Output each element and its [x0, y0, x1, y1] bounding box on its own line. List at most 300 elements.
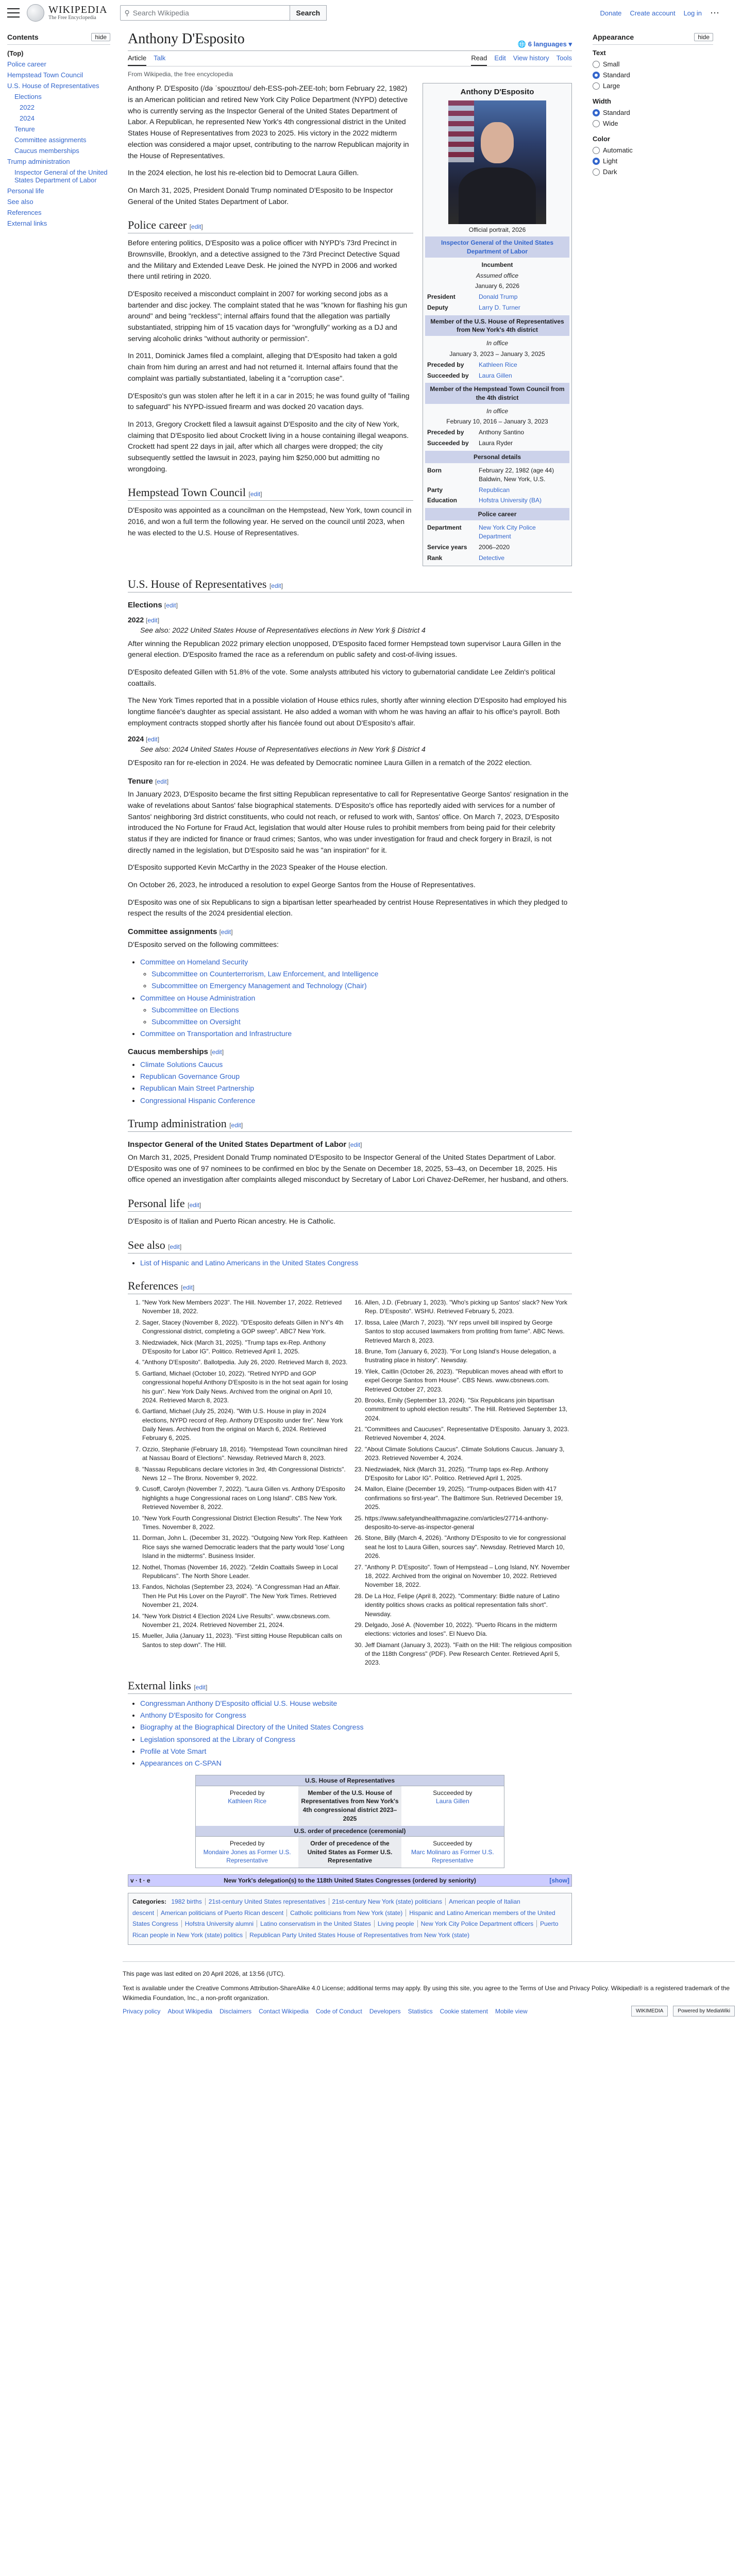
- footer-link[interactable]: Privacy policy: [123, 2008, 161, 2015]
- category-link[interactable]: 21st-century United States representatives: [205, 1898, 329, 1905]
- office-title-link[interactable]: Inspector General of the United States Department of Labor: [441, 239, 554, 255]
- succeeded-by-label: Succeeded by: [433, 1789, 473, 1797]
- reference-item: [142, 1318, 349, 1336]
- toc-item[interactable]: 2022: [20, 104, 35, 111]
- reference-item: [365, 1465, 572, 1483]
- radio-circle-icon: [593, 72, 600, 79]
- succeeded-by-label: Succeeded by: [427, 371, 469, 379]
- election-paragraph: D'Esposito defeated Gillen with 51.8% of the vote. Some analysts attributed his victory to gubernatorial candidate Lee Zeldin's political coattails.: [128, 668, 555, 687]
- see-also-link[interactable]: List of Hispanic and Latino Americans in the United States Congress: [140, 1258, 359, 1267]
- police-paragraph: Before entering politics, D'Esposito was a police officer with NYPD's 73rd Precinct in Brownsville, Brooklyn, and a detective assigned to the 73rd Precinct Detective Squad and the Military and Extended Leave Desk. He joined the NYPD in 2006 and worked there until retiring in 2020.: [128, 239, 400, 281]
- council-paragraph: D'Esposito was appointed as a councilman on the Hempstead, New York, town council in 2016, and won a full term the following year. He served on the council until 2023, when he was elected to the U.S. House of Representatives.: [128, 506, 412, 537]
- reference-item: [365, 1485, 572, 1512]
- appearance-radio[interactable]: [593, 156, 713, 166]
- category-link[interactable]: Catholic politicians from New York (state): [286, 1909, 406, 1917]
- reference-item: [365, 1621, 572, 1639]
- reference-citation[interactable]: https://www.safetyandhealthmagazine.com/articles/27714-anthony-desposito-to-serve-as-inspector-general: [365, 1514, 549, 1531]
- reference-citation[interactable]: Cusoff, Carolyn (November 7, 2022). "Laura Gillen vs. Anthony D'Esposito highlights a huge Congressional races on Long Island". CBS New York. Retrieved November 8, 2022.: [142, 1485, 345, 1511]
- category-link[interactable]: American politicians of Puerto Rican descent: [157, 1909, 286, 1917]
- page-title: Anthony D'Esposito: [128, 31, 245, 47]
- reference-item: [142, 1485, 349, 1512]
- edit-link[interactable]: edit: [147, 736, 158, 743]
- caucus-link[interactable]: Republican Main Street Partnership: [140, 1084, 255, 1093]
- appearance-radio[interactable]: [593, 145, 713, 156]
- education-label: Education: [427, 497, 458, 504]
- in-office-label: In office: [486, 340, 509, 347]
- section-heading: Police career [edit]: [128, 218, 413, 233]
- deputy-label: Deputy: [427, 303, 448, 311]
- preceded-by-label: Preceded by: [229, 1789, 265, 1797]
- succeeded-link[interactable]: Laura Gillen: [435, 1798, 469, 1805]
- reference-item: [142, 1338, 349, 1357]
- appearance-radio[interactable]: [593, 166, 713, 177]
- reference-item: [142, 1407, 349, 1443]
- external-link[interactable]: Appearances on C-SPAN: [140, 1759, 222, 1768]
- footer-link[interactable]: Disclaimers: [220, 2008, 252, 2015]
- office-status: Incumbent: [481, 261, 513, 268]
- succeeded-link[interactable]: Marc Molinaro as Former U.S. Representative: [411, 1848, 494, 1865]
- appearance-radio[interactable]: [593, 70, 713, 80]
- subsubsection-heading: 2022 [edit]: [128, 615, 160, 624]
- house-office: Member of the U.S. House of Representatives from New York's 4th district: [425, 315, 569, 336]
- section-heading: Trump administration [edit]: [128, 1117, 572, 1132]
- toc-item[interactable]: Inspector General of the United States Department of Labor: [14, 168, 108, 184]
- radio-circle-icon: [593, 109, 600, 116]
- council-heading: Hempstead Town Council: [128, 486, 246, 499]
- radio-circle-icon: [593, 147, 600, 154]
- reference-item: [365, 1534, 572, 1561]
- subcommittee-link[interactable]: Subcommittee on Oversight: [151, 1018, 241, 1026]
- reference-citation[interactable]: Yilek, Caitlin (October 26, 2023). "Republican moves ahead with effort to expel George Santos from House". CBS News. www.cbsnews.com. Retrieved October 27, 2023.: [365, 1367, 563, 1393]
- reference-item: [365, 1298, 572, 1316]
- appearance-radio[interactable]: [593, 59, 713, 70]
- reference-citation[interactable]: Delgado, José A. (November 10, 2022). "Puerto Ricans in the midterm elections: victories and loses". El Nuevo Día.: [365, 1621, 558, 1638]
- radio-circle-icon: [593, 61, 600, 68]
- footer-link[interactable]: Developers: [369, 2008, 401, 2015]
- category-link[interactable]: Hispanic and Latino American members of the United States Congress: [132, 1909, 555, 1928]
- reference-citation[interactable]: Dorman, John L. (December 31, 2022). "Outgoing New York Rep. Kathleen Rice says she warned Democratic leaders that the party would 'lose' Long Island in the midterms". Business Insider.: [142, 1534, 348, 1560]
- reference-citation[interactable]: "Committees and Caucuses". Representative D'Esposito. January 3, 2023. Retrieved November 4, 2024.: [365, 1426, 569, 1442]
- radio-label: Dark: [603, 168, 617, 176]
- radio-label: Light: [603, 157, 618, 165]
- toc-item[interactable]: Tenure: [14, 125, 35, 133]
- reference-citation[interactable]: Fandos, Nicholas (September 23, 2024). "A Congressman Had an Affair. Then He Put His Lover on the Payroll". The New York Times. Retrieved November 21, 2024.: [142, 1583, 341, 1609]
- president-link[interactable]: Donald Trump: [479, 293, 518, 301]
- footer-link[interactable]: About Wikipedia: [167, 2008, 213, 2015]
- reference-citation[interactable]: Brune, Tom (January 6, 2023). "For Long Island's House delegation, a frustrating place in history". Newsday.: [365, 1347, 556, 1364]
- see-also-hatnote[interactable]: See also: 2024 United States House of Representatives elections in New York § District 4: [140, 745, 426, 754]
- service-years: 2006–2020: [479, 544, 510, 551]
- radio-label: Standard: [603, 109, 630, 116]
- reference-citation[interactable]: Brooks, Emily (September 13, 2024). "Six Republicans join bipartisan commitment to uphold election results". The Hill. Retrieved September 13, 2024.: [365, 1396, 567, 1422]
- caucus-heading: Caucus memberships: [128, 1047, 208, 1056]
- language-count: 6 languages: [528, 40, 567, 48]
- footer-link[interactable]: Mobile view: [495, 2008, 528, 2015]
- toc-item[interactable]: Committee assignments: [14, 136, 87, 144]
- tenure-heading: Tenure: [128, 777, 153, 786]
- mediawiki-badge[interactable]: Powered by MediaWiki: [673, 2006, 735, 2016]
- toc-item[interactable]: References: [7, 209, 42, 216]
- tenure-paragraph: D'Esposito was one of six Republicans to sign a bipartisan letter spearheaded by centrist House Representatives in which they pledged to respect the results of the 2024 presidential election.: [128, 897, 568, 918]
- create-account-link[interactable]: Create account: [630, 9, 676, 17]
- police-paragraph: In 2013, Gregory Crockett filed a lawsuit against D'Esposito and the city of New York, claiming that D'Esposito lied about Crockett living in a house containing illegal weapons. Crockett had spent 22 days in jail, after which all charges were dropped; the city subsequently settled the lawsuit in 2023, paying him $250,000 but admitting no wrongdoing.: [128, 419, 409, 473]
- toc-item[interactable]: 2024: [20, 114, 35, 122]
- radio-label: Standard: [603, 71, 630, 79]
- text-size-label: Text: [593, 49, 606, 57]
- edit-link[interactable]: edit: [170, 1243, 180, 1250]
- reference-item: [142, 1583, 349, 1609]
- edit-link[interactable]: edit: [147, 616, 158, 624]
- reference-item: [142, 1612, 349, 1630]
- tab-talk[interactable]: Talk: [154, 54, 166, 62]
- appearance-hide-button[interactable]: hide: [694, 33, 713, 41]
- election-paragraph: The New York Times reported that in a possible violation of House ethics rules, shortly after winning election D'Esposito had employed his longtime fiancée's daughter as special assistant. He also added a woman with whom he was having an affair to his office's payroll. Both employment contracts stopped shortly after his fiancée found out about D'Esposito's affair.: [128, 696, 567, 727]
- subsection-heading: Inspector General of the United States Department of Labor [edit]: [128, 1140, 362, 1149]
- service-years-label: Service years: [427, 544, 467, 551]
- edit-link[interactable]: edit: [189, 1201, 199, 1209]
- intro-paragraph: In the 2024 election, he lost his re-election bid to Democrat Laura Gillen.: [128, 168, 359, 177]
- navbox-show-label: show: [551, 1877, 567, 1885]
- language-button[interactable]: 🌐 6 languages ▾: [517, 40, 572, 48]
- intro-paragraph: Anthony P. D'Esposito (/də ˈspoʊzɪtoʊ/ deh-ESS-poh-ZEE-toh; born February 22, 1982) is an American politician and retired New York City Police Department (NYPD) detective who is currently serving as the Inspector General of the United States Department of Labor. A Republican, he represented New York's 4th congressional district in the United States House of Representatives from 2023 to 2025. His victory in the 2022 midterm election was considered a major upset, contributing to the narrow Republican majority in the House of Representatives.: [128, 84, 409, 160]
- police-paragraph: D'Esposito received a misconduct complaint in 2007 for working second jobs as a bartender and disc jockey. The complaint stated that he was "known for flashing his gun around" and being "reckless"; internal affairs found that the allegation was partially substantiated, stripping him of 15 vacation days for "wrongfully" working as a DJ and serving alcoholic drinks "without authority or permission".: [128, 290, 408, 343]
- reference-citation[interactable]: "Anthony P. D'Esposito". Town of Hempstead – Long Island, NY. November 18, 2022. Archived from the original on November 10, 2022. Retrieved November 18, 2022.: [365, 1563, 570, 1589]
- tab-tools[interactable]: Tools: [556, 54, 572, 62]
- radio-label: Wide: [603, 120, 618, 127]
- toc-item[interactable]: See also: [7, 198, 33, 206]
- external-link[interactable]: Profile at Vote Smart: [140, 1747, 207, 1756]
- y2024-heading: 2024: [128, 735, 144, 743]
- caucus-link[interactable]: Climate Solutions Caucus: [140, 1060, 223, 1069]
- site-header: [0, 0, 742, 26]
- reference-item: [365, 1592, 572, 1619]
- committee-heading: Committee assignments: [128, 927, 217, 936]
- party-label: Party: [427, 486, 443, 494]
- house-succeeded-link[interactable]: Laura Gillen: [479, 371, 512, 379]
- log-in-link[interactable]: Log in: [683, 9, 702, 17]
- portrait-caption: Official portrait, 2026: [468, 226, 526, 234]
- reference-item: [365, 1367, 572, 1394]
- appearance-title: Appearance: [593, 33, 634, 41]
- see-also-list: [128, 1258, 572, 1268]
- toc-item[interactable]: Caucus memberships: [14, 147, 79, 155]
- navbox-show-button[interactable]: [show]: [549, 1877, 569, 1885]
- ig-heading: Inspector General of the United States Department of Labor: [128, 1140, 347, 1149]
- council-office: Member of the Hempstead Town Council from the 4th district: [425, 383, 569, 403]
- see-also-hatnote[interactable]: See also: 2022 United States House of Representatives elections in New York § District 4: [140, 625, 426, 634]
- personal-paragraph: D'Esposito is of Italian and Puerto Rican ancestry. He is Catholic.: [128, 1217, 336, 1226]
- radio-circle-icon: [593, 120, 600, 127]
- department-link[interactable]: New York City Police Department: [479, 524, 536, 540]
- edit-link[interactable]: edit: [250, 490, 261, 498]
- category-link[interactable]: Latino conservatism in the United States: [257, 1920, 374, 1927]
- in-office-label: In office: [486, 407, 509, 415]
- category-link[interactable]: Puerto Rican people in New York (state) politics: [132, 1920, 559, 1939]
- tenure-paragraph: In January 2023, D'Esposito became the first sitting Republican representative to call for Representative George Santos' resignation in the wake of revelations about Santos' false biographical statements. D'Esposito's office has reportedly aided with services for a number of Santos' neighboring 3rd district constituents, who could not reach, or refused to work with, Santos' office. On March 7, 2023, D'Esposito introduced the No Fortune for Fraud Act, legislation that would alter House rules to prohibit members from being paid for their celebrity status if they are indicted for finance or fraud crimes; Santos, who was under investigation for fraud and check forgery in Brazil, is not directly named in the legislation, but D'Esposito said he was "an inspiration" for it.: [128, 790, 569, 854]
- reference-citation[interactable]: "New York New Members 2023". The Hill. November 17, 2022. Retrieved November 18, 2022.: [142, 1299, 342, 1315]
- tab-edit[interactable]: Edit: [494, 54, 506, 62]
- ig-paragraph: On March 31, 2025, President Donald Trump nominated D'Esposito to be Inspector General of the United States Department of Labor. D'Esposito was one of 97 nominees to be confirmed en bloc by the Senate on December 18, 2025, 53–43, on December 18, 2025. His office opened an investigation after complaints alleged misconduct by Secretary of Labor Lori Chavez-DeRemer, her husband, and others.: [128, 1153, 569, 1184]
- reference-citation[interactable]: Ibssa, Lalee (March 7, 2023). "NY reps unveil bill inspired by George Santos to stop accused lawmakers from profiting from fame". ABC News. Retrieved March 8, 2023.: [365, 1318, 565, 1344]
- office-name: Order of precedence of the United States as Former U.S. Representative: [307, 1839, 393, 1865]
- appearance-panel: [584, 26, 713, 1951]
- wikimedia-badge[interactable]: WIKIMEDIA: [631, 2006, 668, 2016]
- caucus-list: [128, 1059, 572, 1106]
- reference-citation[interactable]: Niedzwiadek, Nick (March 31, 2025). "Trump taps ex-Rep. Anthony D'Esposito for Labor IG". Politico. Retrieved April 1, 2025.: [142, 1338, 326, 1355]
- reference-item: [142, 1534, 349, 1561]
- radio-label: Small: [603, 60, 620, 68]
- footer-link[interactable]: Code of Conduct: [315, 2008, 362, 2015]
- reference-citation[interactable]: Mueller, Julia (January 11, 2023). "First sitting House Republican calls on Santos to step down". The Hill.: [142, 1632, 342, 1649]
- width-label: Width: [593, 97, 611, 105]
- edit-link[interactable]: edit: [157, 778, 167, 786]
- category-link[interactable]: 1982 births: [171, 1898, 202, 1906]
- subsection-heading: Tenure [edit]: [128, 777, 169, 786]
- reference-item: [365, 1445, 572, 1463]
- subsubsection-heading: 2024 [edit]: [128, 735, 160, 743]
- external-links-list: [128, 1698, 572, 1769]
- external-link[interactable]: Biography at the Biographical Directory of the United States Congress: [140, 1723, 364, 1732]
- category-link[interactable]: Living people: [374, 1920, 417, 1927]
- search-placeholder: Search Wikipedia: [132, 9, 189, 17]
- subcommittee-link[interactable]: Subcommittee on Emergency Management and Technology (Chair): [151, 981, 367, 990]
- navbox-title: New York's delegation(s) to the 118th United States Congresses (ordered by seniority): [224, 1877, 476, 1885]
- edit-link[interactable]: edit: [231, 1121, 241, 1129]
- elections-heading: Elections: [128, 600, 162, 609]
- committee-link[interactable]: Committee on House Administration: [140, 993, 256, 1002]
- reference-item: [142, 1298, 349, 1316]
- tab-view-history[interactable]: View history: [513, 54, 549, 62]
- edit-link[interactable]: edit: [212, 1048, 222, 1056]
- reference-item: [142, 1445, 349, 1463]
- external-link[interactable]: Congressman Anthony D'Esposito official U.S. House website: [140, 1699, 338, 1707]
- reference-citation[interactable]: De La Hoz, Felipe (April 8, 2022). "Commentary: Bidtle nature of Latino identity politics shows cracks as political representation falls short". Newsday.: [365, 1592, 560, 1618]
- subsection-heading: Committee assignments [edit]: [128, 927, 233, 936]
- reference-citation[interactable]: "New York Fourth Congressional District Election Results". The New York Times. November 8, 2022.: [142, 1514, 342, 1531]
- section-heading: Hempstead Town Council [edit]: [128, 486, 413, 501]
- education-link[interactable]: Hofstra University (BA): [479, 497, 542, 504]
- reference-item: [365, 1396, 572, 1423]
- assumed-office-date: January 6, 2026: [475, 282, 520, 290]
- subcommittee-link[interactable]: Subcommittee on Counterterrorism, Law Enforcement, and Intelligence: [151, 969, 379, 978]
- president-label: President: [427, 293, 456, 301]
- edit-link[interactable]: edit: [195, 1683, 206, 1691]
- toc-item[interactable]: Hempstead Town Council: [7, 71, 83, 79]
- toc-item[interactable]: Elections: [14, 93, 42, 100]
- toc-item[interactable]: Personal life: [7, 187, 44, 195]
- reference-citation[interactable]: Sager, Stacey (November 8, 2022). "D'Esposito defeats Gillen in NY's 4th Congressional district, completing a GOP sweep". ABC7 New York.: [142, 1318, 344, 1335]
- committee-intro: D'Esposito served on the following committees:: [128, 940, 279, 948]
- official-portrait[interactable]: [448, 100, 546, 224]
- deputy-link[interactable]: Larry D. Turner: [479, 303, 520, 311]
- section-heading: U.S. House of Representatives [edit]: [128, 578, 572, 592]
- reference-item: [142, 1514, 349, 1532]
- external-link[interactable]: Legislation sponsored at the Library of Congress: [140, 1735, 296, 1743]
- rank-link[interactable]: Detective: [479, 554, 505, 562]
- reference-item: [142, 1358, 349, 1367]
- party-link[interactable]: Republican: [479, 486, 510, 494]
- reference-item: [142, 1465, 349, 1483]
- radio-circle-icon: [593, 168, 600, 176]
- reference-citation[interactable]: "New York District 4 Election 2024 Live Results". www.cbsnews.com. November 21, 2024. Retrieved November 21, 2024.: [142, 1612, 331, 1629]
- intro-paragraph: On March 31, 2025, President Donald Trump nominated D'Esposito to be Inspector General of the United States Department of Labor.: [128, 185, 393, 206]
- category-link[interactable]: American people of Italian descent: [132, 1898, 520, 1917]
- tab-read[interactable]: Read: [471, 51, 487, 66]
- main-menu-icon[interactable]: [7, 8, 20, 18]
- subsection-heading: Elections [edit]: [128, 600, 178, 609]
- page-footer: [123, 1961, 735, 2038]
- succession-box: [195, 1775, 504, 1869]
- references-heading: References: [128, 1279, 178, 1292]
- toc-hide-button[interactable]: hide: [91, 33, 110, 41]
- toc-list: [7, 48, 110, 229]
- radio-circle-icon: [593, 158, 600, 165]
- infobox: [423, 83, 572, 566]
- born-label: Born: [427, 467, 442, 474]
- color-label: Color: [593, 135, 610, 143]
- preceded-link[interactable]: Kathleen Rice: [228, 1798, 267, 1805]
- edit-link[interactable]: edit: [191, 223, 201, 231]
- personal-details-band: Personal details: [425, 451, 569, 463]
- reference-item: [365, 1347, 572, 1365]
- see-also-heading: See also: [128, 1238, 165, 1251]
- section-heading: Personal life [edit]: [128, 1197, 572, 1212]
- election-paragraph: D'Esposito ran for re-election in 2024. He was defeated by Democratic nominee Laura Gillen in a rematch of the 2022 election.: [128, 758, 532, 767]
- reference-item: [142, 1632, 349, 1650]
- footer-link[interactable]: Contact Wikipedia: [259, 2008, 309, 2015]
- preceded-by-label: Preceded by: [229, 1839, 265, 1847]
- category-link[interactable]: Republican Party United States House of Representatives from New York (state): [246, 1931, 473, 1939]
- license-text: Text is available under the Creative Commons Attribution-ShareAlike 4.0 License; additional terms may apply. By using this site, you agree to the Terms of Use and Privacy Policy. Wikipedia® is a registered trademark of the Wikimedia Foundation, Inc., a non-profit organization.: [123, 1985, 730, 2002]
- tab-article[interactable]: Article: [128, 51, 146, 66]
- caucus-link[interactable]: Congressional Hispanic Conference: [140, 1096, 256, 1105]
- reference-citation[interactable]: "Anthony D'Esposito". Ballotpedia. July 26, 2020. Retrieved March 8, 2023.: [142, 1359, 348, 1366]
- succeeded-by-label: Succeeded by: [433, 1839, 473, 1847]
- infobox-title: Anthony D'Esposito: [460, 88, 534, 97]
- main-content: [115, 26, 584, 1951]
- police-career-heading: Police career: [128, 218, 187, 232]
- toc-item[interactable]: (Top): [7, 49, 24, 57]
- search-button[interactable]: Search: [290, 5, 327, 21]
- navbox-view-icon[interactable]: v · t · e: [130, 1877, 150, 1885]
- reference-citation[interactable]: "About Climate Solutions Caucus". Climate Solutions Caucus. January 3, 2023. Retrieved November 4, 2024.: [365, 1445, 565, 1462]
- tenure-paragraph: D'Esposito supported Kevin McCarthy in the 2023 Speaker of the House election.: [128, 863, 387, 872]
- reference-item: [365, 1641, 572, 1668]
- external-link[interactable]: Anthony D'Esposito for Congress: [140, 1711, 246, 1720]
- tagline: The Free Encyclopedia: [48, 15, 96, 21]
- appearance-radio[interactable]: [593, 80, 713, 91]
- text-size-group: [593, 49, 713, 91]
- reference-citation[interactable]: Jeff Diamant (January 3, 2023). "Faith on the Hill: The religious composition of the 118th Congress" (PDF). Pew Research Center. Retrieved April 5, 2023.: [365, 1641, 572, 1667]
- section-heading: References [edit]: [128, 1279, 572, 1294]
- external-links-heading: External links: [128, 1679, 191, 1692]
- committee-list: [128, 957, 572, 1039]
- references-list: [128, 1298, 572, 1668]
- succession-band: U.S. House of Representatives: [196, 1775, 504, 1786]
- trump-heading: Trump administration: [128, 1116, 227, 1130]
- council-succeeded: Laura Ryder: [479, 439, 513, 447]
- more-options-icon[interactable]: ⋯: [710, 7, 719, 18]
- search-input[interactable]: [120, 5, 290, 21]
- navbox: [128, 1874, 572, 1887]
- committee-link[interactable]: Committee on Transportation and Infrastructure: [140, 1029, 292, 1038]
- election-paragraph: After winning the Republican 2022 primary election unopposed, D'Esposito faced former Hempstead town supervisor Laura Gillen in the general election. D'Esposito framed the race as a referendum on public safety and cost-of-living issues.: [128, 639, 561, 659]
- reference-citation[interactable]: Nothel, Thomas (November 16, 2022). "Zeldin Coattails Sweep in Local Republicans". The North Shore Leader.: [142, 1563, 338, 1580]
- reference-item: [142, 1369, 349, 1405]
- police-career-band: Police career: [425, 508, 569, 520]
- category-link[interactable]: 21st-century New York (state) politicians: [329, 1898, 445, 1905]
- caucus-link[interactable]: Republican Governance Group: [140, 1072, 240, 1081]
- edit-link[interactable]: edit: [350, 1141, 361, 1148]
- succession-band: U.S. order of precedence (ceremonial): [196, 1826, 504, 1836]
- tenure-paragraph: On October 26, 2023, he introduced a resolution to expel George Santos from the House of Representatives.: [128, 880, 476, 889]
- toc-item[interactable]: Police career: [7, 60, 46, 68]
- personal-heading: Personal life: [128, 1197, 185, 1210]
- born-value: February 22, 1982 (age 44) Baldwin, New York, U.S.: [479, 467, 554, 483]
- puzzle-globe-icon: [27, 4, 44, 22]
- house-preceded-link[interactable]: Kathleen Rice: [479, 361, 517, 368]
- house-term: January 3, 2023 – January 3, 2025: [449, 350, 545, 358]
- toc-title: Contents: [7, 33, 39, 41]
- reference-citation[interactable]: Ozzio, Stephanie (February 18, 2016). "Hempstead Town councilman hired at Nassau Board of Elections". Newsday. Retrieved March 8, 2023.: [142, 1445, 348, 1462]
- wikipedia-logo[interactable]: [27, 4, 108, 22]
- reference-item: [365, 1425, 572, 1443]
- footer-link[interactable]: Cookie statement: [440, 2008, 488, 2015]
- appearance-radio[interactable]: [593, 107, 713, 118]
- house-heading: U.S. House of Representatives: [128, 577, 267, 590]
- edit-link[interactable]: edit: [182, 1284, 193, 1291]
- category-links: [128, 1893, 572, 1944]
- reference-citation[interactable]: "Nassau Republicans declare victories in 3rd, 4th Congressional Districts". News 12 – The Bronx. November 9, 2022.: [142, 1465, 346, 1482]
- reference-citation[interactable]: Gartland, Michael (October 10, 2022). "Retired NYPD and GOP congressional hopeful Anthony D'Esposito is in the hot seat again for losing his gun". New York Daily News. Archived from the original on April 10, 2024. Retrieved March 8, 2023.: [142, 1369, 348, 1404]
- reference-citation[interactable]: Mallon, Elaine (December 19, 2025). "Trump-outpaces Biden with 417 confirmations so first-year". The Baltimore Sun. Retrieved December 19, 2025.: [365, 1485, 563, 1511]
- toc-item[interactable]: U.S. House of Representatives: [7, 82, 99, 90]
- council-preceded: Anthony Santino: [479, 429, 525, 436]
- donate-link[interactable]: Donate: [600, 9, 622, 17]
- radio-circle-icon: [593, 82, 600, 90]
- reference-citation[interactable]: Stone, Billy (March 4, 2026). "Anthony D'Esposito to vie for congressional seat he lost to Laura Gillen, sources say". Newsday. Retrieved March 10, 2026.: [365, 1534, 566, 1560]
- footer-link[interactable]: Statistics: [408, 2008, 433, 2015]
- reference-item: [365, 1318, 572, 1345]
- toc-item[interactable]: Trump administration: [7, 158, 70, 165]
- appearance-radio[interactable]: [593, 118, 713, 129]
- reference-citation[interactable]: Allen, J.D. (February 1, 2023). "Who's picking up Santos' slack? New York Rep. D'Esposito". WSHU. Retrieved February 5, 2023.: [365, 1299, 568, 1315]
- reference-citation[interactable]: Gartland, Michael (July 25, 2024). "With U.S. House in play in 2024 elections, NYPD record of Rep. Anthony D'Esposito under fire". New York Daily News. Archived from the original on March 6, 2024. Retrieved February 6, 2025.: [142, 1408, 343, 1442]
- edit-link[interactable]: edit: [271, 582, 281, 589]
- department-label: Department: [427, 524, 462, 532]
- table-of-contents: [7, 26, 115, 1951]
- category-link[interactable]: Hofstra University alumni: [181, 1920, 257, 1927]
- rank-label: Rank: [427, 554, 443, 562]
- reference-citation[interactable]: Niedzwiadek, Nick (March 31, 2025). "Trump taps ex-Rep. Anthony D'Esposito for Labor IG". Politico. Retrieved April 1, 2025.: [365, 1465, 548, 1482]
- preceded-by-label: Preceded by: [427, 429, 464, 436]
- from-wikipedia-note: From Wikipedia, the free encyclopedia: [128, 71, 233, 78]
- search-icon: ⚲: [124, 8, 130, 17]
- subsection-heading: Caucus memberships [edit]: [128, 1047, 224, 1056]
- edit-link[interactable]: edit: [221, 928, 231, 936]
- category-link[interactable]: New York City Police Department officers: [417, 1920, 537, 1927]
- toc-item[interactable]: External links: [7, 219, 47, 227]
- categories-label: Categories:: [132, 1898, 167, 1906]
- committee-link[interactable]: Committee on Homeland Security: [140, 957, 248, 966]
- preceded-link[interactable]: Mondaire Jones as Former U.S. Representative: [203, 1848, 291, 1865]
- edit-link[interactable]: edit: [166, 601, 176, 609]
- council-term: February 10, 2016 – January 3, 2023: [446, 418, 548, 426]
- police-paragraph: In 2011, Dominick James filed a complaint, alleging that D'Esposito had taken a gold chain from him during an arrest and had not returned it. Internal affairs found that the complaint was partially substantiated, labeling it a "corruption case".: [128, 351, 398, 382]
- subcommittee-link[interactable]: Subcommittee on Elections: [151, 1005, 239, 1014]
- reference-item: [365, 1563, 572, 1590]
- wordmark: WIKIPEDIA: [48, 4, 108, 16]
